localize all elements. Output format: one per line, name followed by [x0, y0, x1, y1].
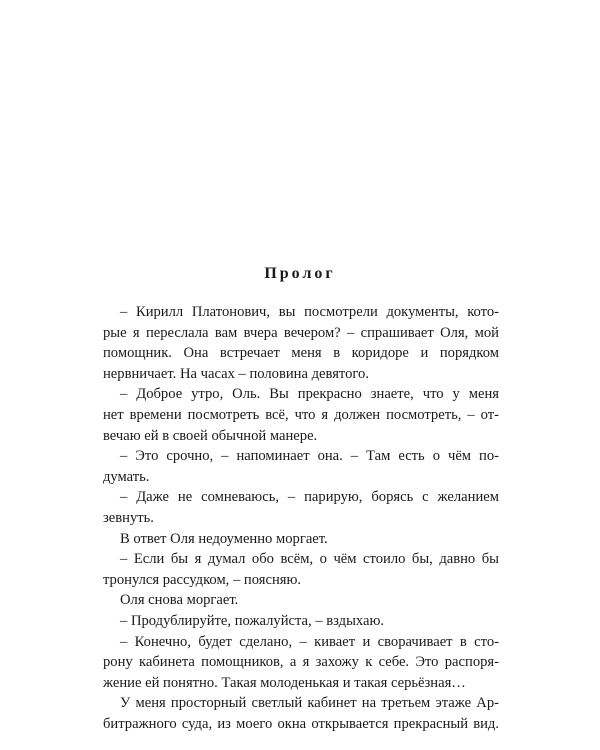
text-line: рые я переслала вам вчера вечером? – спрашивает Оля, мой: [103, 324, 499, 341]
text-line: Оля снова моргает.: [120, 592, 239, 609]
text-line: нет времени посмотреть всё, что я должен посмотреть, – от-: [103, 406, 499, 423]
text-line: – Даже не сомневаюсь, – парирую, борясь с желанием: [120, 489, 499, 506]
text-line: – Это срочно, – напоминает она. – Там есть о чём по-: [120, 448, 499, 465]
text-line: – Продублируйте, пожалуйста, – вздыхаю.: [120, 612, 385, 629]
text-line: У меня просторный светлый кабинет на третьем этаже Ар-: [120, 695, 499, 712]
text-line: вечаю ей в своей обычной манере.: [103, 427, 318, 444]
text-line: В ответ Оля недоуменно моргает.: [120, 530, 328, 547]
text-line: помощник. Она встречает меня в коридоре и порядком: [103, 345, 499, 362]
text-line: – Кирилл Платонович, вы посмотрели документы, кото-: [120, 304, 499, 320]
text-line: битражного суда, из моего окна открывается прекрасный вид.: [103, 715, 499, 732]
text-line: думать.: [103, 468, 150, 485]
text-line: тронулся рассудком, – поясняю.: [103, 571, 302, 588]
text-line: нервничает. На часах – половина девятого.: [103, 365, 369, 382]
chapter-title: Пролог: [264, 265, 336, 282]
text-line: – Доброе утро, Оль. Вы прекрасно знаете, что у меня: [120, 386, 499, 403]
text-line: – Если бы я думал обо всём, о чём стоило бы, давно бы: [120, 551, 499, 568]
body-text: [103, 302, 499, 734]
text-line: жение ей понятно. Такая молоденькая и такая серьёзная…: [103, 674, 466, 691]
text-line: – Конечно, будет сделано, – кивает и сворачивает в сто-: [120, 633, 499, 650]
text-line: рону кабинета помощников, а я захожу к себе. Это распоря-: [103, 654, 499, 671]
text-line: зевнуть.: [103, 509, 154, 526]
